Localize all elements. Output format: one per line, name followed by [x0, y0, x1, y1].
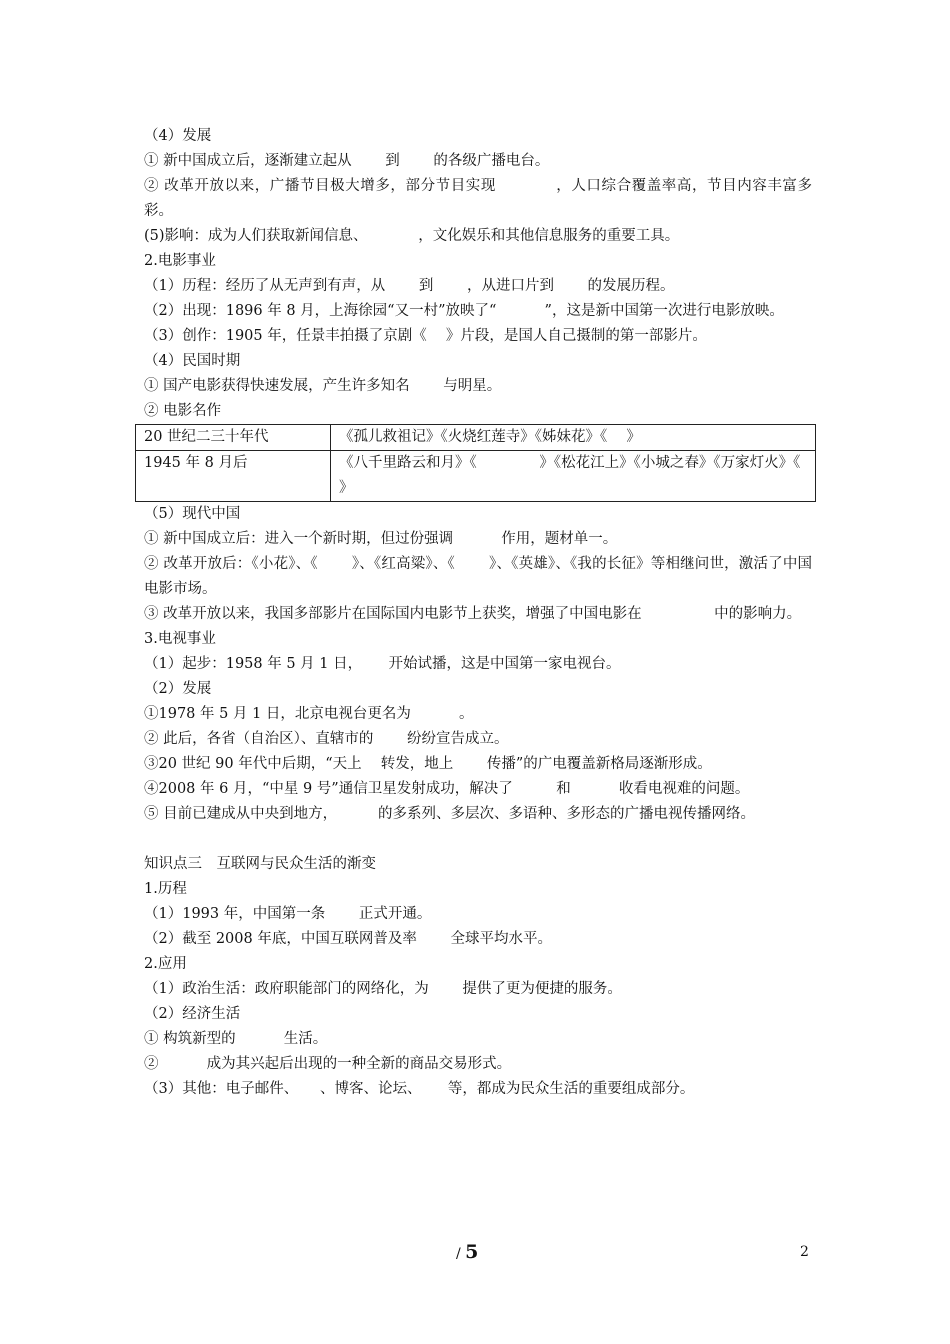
- page-total: 5: [465, 1241, 479, 1263]
- page-total-indicator: [456, 1241, 478, 1263]
- paragraph: ① 国产电影获得快速发展，产生许多知名 与明星。: [144, 378, 502, 394]
- paragraph: ④2008 年 6 月，“中星 9 号”通信卫星发射成功，解决了 和 收看电视难的问题。: [144, 781, 750, 797]
- paragraph: （1）政治生活：政府职能部门的网络化，为 提供了更为便捷的服务。: [144, 981, 622, 997]
- document-body: [144, 124, 834, 1102]
- subheading: （4）民国时期: [144, 353, 241, 369]
- film-works-table: [135, 424, 834, 502]
- paragraph: ② 电影名作: [144, 403, 222, 419]
- knowledge-point-heading: 知识点三 互联网与民众生活的渐变: [144, 856, 376, 872]
- paragraph: ② 此后，各省（自治区）、直辖市的 纷纷宣告成立。: [144, 731, 509, 747]
- paragraph: (5)影响：成为人们获取新闻信息、 ，文化娱乐和其他信息服务的重要工具。: [144, 228, 680, 244]
- section-heading-application: 2.应用: [144, 956, 187, 972]
- paragraph: ①1978 年 5 月 1 日，北京电视台更名为 。: [144, 706, 474, 722]
- page-total-prefix: /: [456, 1246, 461, 1262]
- paragraph: ② 成为其兴起后出现的一种全新的商品交易形式。: [144, 1056, 512, 1072]
- paragraph: （3）其他：电子邮件、 、博客、论坛、 等，都成为民众生活的重要组成部分。: [144, 1081, 695, 1097]
- table-row: [136, 425, 816, 451]
- paragraph: ② 改革开放后：《小花》、《 》、《红高粱》、《 》、《英雄》、《我的长征》等相继问世，激活了中国电影市场。: [144, 556, 812, 597]
- heading-development: （4）发展: [144, 128, 212, 144]
- paragraph: （1）起步：1958 年 5 月 1 日， 开始试播，这是中国第一家电视台。: [144, 656, 621, 672]
- subheading: （5）现代中国: [144, 506, 241, 522]
- paragraph: （1）历程：经历了从无声到有声，从 到 ，从进口片到 的发展历程。: [144, 278, 675, 294]
- paragraph: （3）创作：1905 年，任景丰拍摄了京剧《 》片段，是国人自己摄制的第一部影片。: [144, 328, 707, 344]
- paragraph: ③ 改革开放以来，我国多部影片在国际国内电影节上获奖，增强了中国电影在 中的影响力。: [144, 606, 802, 622]
- paragraph: （2）出现：1896 年 8 月，上海徐园“又一村”放映了“ ”，这是新中国第一次进行电影放映。: [144, 303, 784, 319]
- paragraph: ① 构筑新型的 生活。: [144, 1031, 328, 1047]
- paragraph: ③20 世纪 90 年代中后期，“天上 转发，地上 传播”的广电覆盖新格局逐渐形成。: [144, 756, 712, 772]
- page-number: 2: [800, 1244, 809, 1260]
- paragraph: （2）截至 2008 年底，中国互联网普及率 全球平均水平。: [144, 931, 552, 947]
- spacer: [144, 827, 812, 852]
- paragraph: ② 改革开放以来，广播节目极大增多，部分节目实现 ，人口综合覆盖率高，节目内容丰富多彩。: [144, 178, 812, 219]
- paragraph: （1）1993 年，中国第一条 正式开通。: [144, 906, 432, 922]
- subheading: （2）发展: [144, 681, 212, 697]
- paragraph: ⑤ 目前已建成从中央到地方， 的多系列、多层次、多语种、多形态的广播电视传播网络。: [144, 806, 755, 822]
- paragraph: ① 新中国成立后，逐渐建立起从 到 的各级广播电台。: [144, 153, 550, 169]
- table-cell: 《孤儿救祖记》《火烧红莲寺》《姊妹花》《 》: [331, 425, 816, 451]
- section-heading-tv: 3.电视事业: [144, 631, 216, 647]
- table-row: [136, 451, 816, 502]
- section-heading-history: 1.历程: [144, 881, 187, 897]
- subheading: （2）经济生活: [144, 1006, 241, 1022]
- section-heading-film: 2.电影事业: [144, 253, 216, 269]
- paragraph: ① 新中国成立后：进入一个新时期，但过份强调 作用，题材单一。: [144, 531, 618, 547]
- table-cell: 20 世纪二三十年代: [136, 425, 331, 451]
- table-cell: 1945 年 8 月后: [136, 451, 331, 502]
- table-cell: 《八千里路云和月》《 》《松花江上》《小城之春》《万家灯火》《 》: [331, 451, 816, 502]
